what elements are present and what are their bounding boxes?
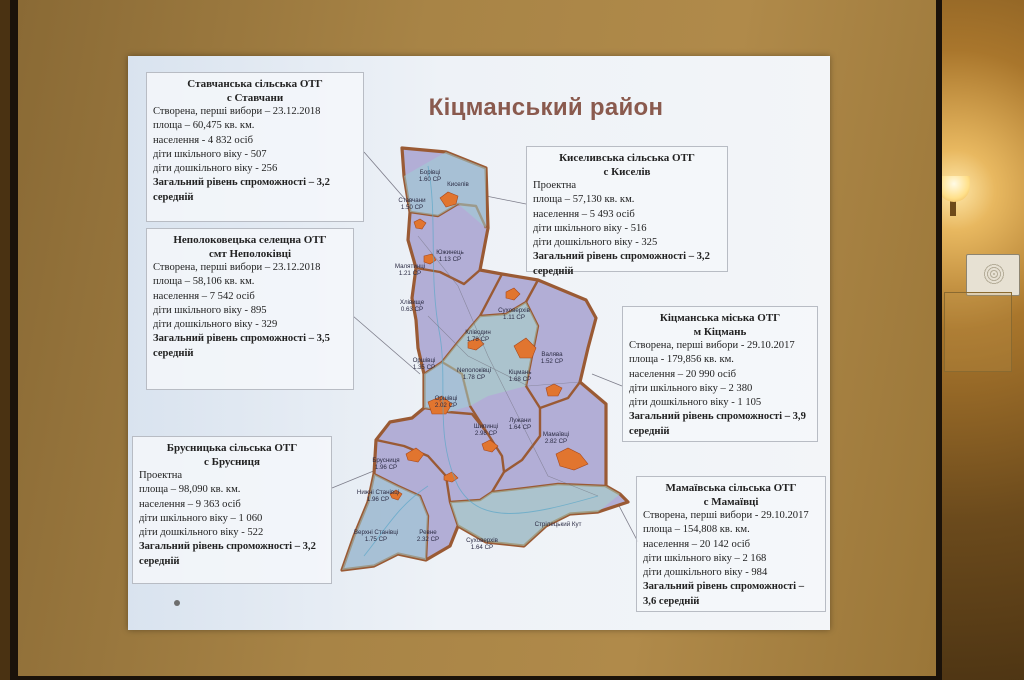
info-line: Створена, перші вибори – 23.12.2018 <box>153 106 321 117</box>
village-label: Борівці 1.60 СР <box>418 169 442 183</box>
capacity-line: Загальний рівень спроможності – 3,9 середній <box>629 411 806 437</box>
village-label: Стрілецький Кут <box>534 521 582 528</box>
village-label: Neполоківці 1.78 СР <box>457 367 491 381</box>
village-label: Киселів <box>447 181 469 188</box>
village-label: Ставчани 1.50 СР <box>398 197 426 211</box>
village-label: Нижні Станівці 1.96 СР <box>356 489 400 503</box>
capacity-line: Загальний рівень спроможності – 3,6 середній <box>643 581 804 607</box>
info-line: діти шкільного віку – 2 168 <box>643 552 767 564</box>
community-center: с Киселів <box>603 166 651 178</box>
village-label: Хлівище 0.63 СР <box>399 299 425 313</box>
info-line: Створена, перші вибори - 29.10.2017 <box>629 340 795 351</box>
info-line: діти шкільного віку - 895 <box>153 304 267 316</box>
presentation-slide <box>128 56 830 630</box>
info-line: населення – 5 493 осіб <box>533 208 635 220</box>
info-line: населення – 20 142 осіб <box>643 538 751 550</box>
community-center: с Мамаївці <box>703 496 759 508</box>
info-line: діти шкільного віку - 507 <box>153 148 267 160</box>
info-line: діти дошкільного віку - 984 <box>643 567 768 579</box>
info-line: діти дошкільного віку - 329 <box>153 319 278 331</box>
info-line: Створена, перші вибори - 29.10.2017 <box>643 510 809 521</box>
info-line: площа – 57,130 кв. км. <box>533 194 635 206</box>
info-line: площа – 58,106 кв. км. <box>153 276 255 288</box>
village-label: Кліводин 1.78 СР <box>465 329 491 343</box>
community-name: Неполоковецька селещна ОТГ <box>173 234 327 246</box>
village-label: Суховерхів 1.64 СР <box>466 537 498 551</box>
community-center: с Ставчани <box>226 92 284 104</box>
community-center: смт Неполоківці <box>208 248 292 260</box>
community-name: Кіцманська міська ОТГ <box>659 312 781 324</box>
info-line: площа – 98,090 кв. км. <box>139 484 241 496</box>
wall-speaker <box>966 254 1020 296</box>
village-label: Кіцмань 1.68 СР <box>508 369 532 383</box>
info-line: населення - 4 832 осіб <box>153 134 254 146</box>
info-line: діти дошкільного віку - 256 <box>153 163 278 175</box>
village-label: Шипинці 2.98 СР <box>473 423 499 437</box>
info-line: площа – 154,808 кв. км. <box>643 524 750 536</box>
capacity-line: Загальний рівень спроможності – 3,2 середній <box>139 541 316 567</box>
info-line: Створена, перші вибори – 23.12.2018 <box>153 262 321 273</box>
capacity-line: Загальний рівень спроможності – 3,2 середній <box>153 177 330 203</box>
info-line: населення – 7 542 осіб <box>153 290 255 302</box>
village-label: Оршівці 1.35 СР <box>412 357 436 371</box>
info-line: площа - 179,856 кв. км. <box>629 354 734 366</box>
info-line: діти шкільного віку - 516 <box>533 222 647 234</box>
village-label: Южинець 1.13 СР <box>436 249 464 263</box>
info-line: діти шкільного віку – 1 060 <box>139 512 263 524</box>
community-center: с Брусниця <box>204 456 260 468</box>
info-line: Проектна <box>139 470 183 481</box>
village-label: Брусниця 1.96 СР <box>372 457 400 471</box>
info-line: діти шкільного віку – 2 380 <box>629 382 753 394</box>
community-card-kitsman <box>622 306 818 442</box>
community-card-kyseliv <box>526 146 728 277</box>
slide-title: Кіцманський район <box>428 94 664 121</box>
info-line: Проектна <box>533 180 577 191</box>
community-name: Ставчанська сільська ОТГ <box>187 78 323 90</box>
info-line: діти дошкільного віку - 522 <box>139 527 264 539</box>
info-line: населення – 9 363 осіб <box>139 498 241 510</box>
village-label: Ревне 2.32 СР <box>416 529 440 543</box>
village-label: Оршівці 2.02 СР <box>434 395 458 409</box>
capacity-line: Загальний рівень спроможності – 3,5 середній <box>153 333 330 359</box>
community-name: Мамаївська сільська ОТГ <box>665 482 797 494</box>
community-name: Брусницька сільська ОТГ <box>166 442 298 454</box>
community-card-brusnytsia <box>132 436 332 584</box>
community-card-nepolokivtsi <box>146 228 354 390</box>
info-line: площа – 60,475 кв. км. <box>153 120 255 132</box>
slide-bullet-dot <box>174 600 180 606</box>
community-center: м Кіцмань <box>693 326 747 338</box>
village-label: Лужани 1.64 СР <box>508 417 532 431</box>
community-card-stavchany <box>146 72 364 222</box>
village-label: Мамаївці 2.82 СР <box>542 431 570 445</box>
community-name: Киселивська сільська ОТГ <box>559 152 695 164</box>
village-label: Малятинці 1.21 СР <box>394 263 426 277</box>
village-label: Верхні Станівці 1.75 СР <box>353 529 399 543</box>
info-line: діти дошкільного віку - 325 <box>533 237 658 249</box>
community-card-mamaivtsi <box>636 476 826 612</box>
capacity-line: Загальний рівень спроможності – 3,2 середній <box>533 251 710 277</box>
info-line: населення – 20 990 осіб <box>629 368 737 380</box>
village-label: Суховерхів 1.11 СР <box>498 307 530 321</box>
info-line: діти дошкільного віку - 1 105 <box>629 397 762 409</box>
wall-panel <box>944 292 1012 372</box>
village-label: Валява 1.52 СР <box>540 351 564 365</box>
